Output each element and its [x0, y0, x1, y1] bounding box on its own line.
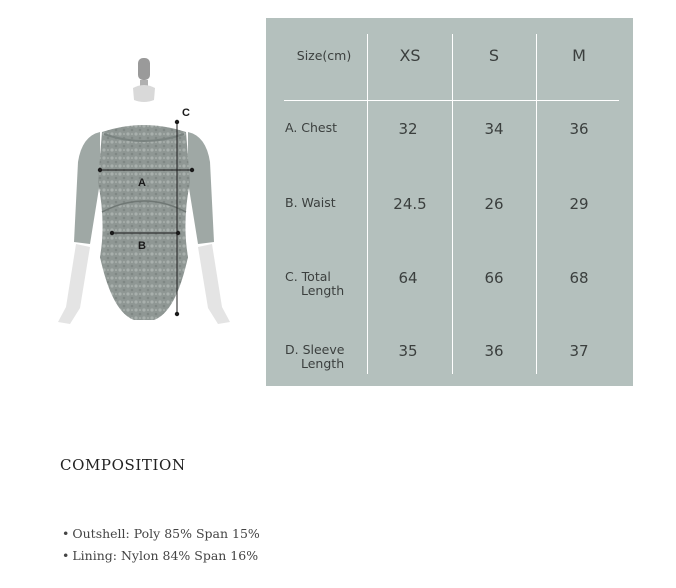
left-sleeve	[74, 132, 100, 244]
column-divider	[536, 34, 537, 374]
row-label-total-length	[285, 270, 365, 298]
row-label-chest	[285, 121, 365, 135]
waist-xs-value: 24.5	[393, 195, 427, 213]
sleeve-length-xs-value: 35	[398, 342, 418, 360]
header-divider	[284, 100, 619, 101]
row-label-line1: C. Total	[285, 269, 331, 284]
right-sleeve	[188, 132, 214, 244]
mannequin-top	[133, 58, 155, 102]
composition-title: COMPOSITION	[60, 456, 186, 474]
svg-text:B: B	[138, 240, 146, 252]
composition-item-lining: Lining: Nylon 84% Span 16%	[72, 548, 259, 563]
row-label-line1: D. Sleeve	[285, 342, 345, 357]
sleeve-length-m-value: 37	[569, 342, 589, 360]
waist-m-value: 29	[569, 195, 589, 213]
sleeve-length-s-value: 36	[484, 342, 504, 360]
bodysuit-body	[98, 125, 190, 320]
garment-illustration	[30, 52, 260, 342]
chest-xs-value: 32	[398, 120, 418, 138]
size-s-header: S	[488, 46, 500, 65]
size-chart-table	[266, 18, 633, 386]
composition-item-outshell: Outshell: Poly 85% Span 15%	[72, 526, 260, 541]
chest-s-value: 34	[484, 120, 504, 138]
row-label-line2: Length	[301, 355, 345, 371]
row-label-waist	[285, 196, 365, 210]
row-label-line2: Length	[301, 282, 345, 298]
column-divider	[367, 34, 368, 374]
row-label-line1: A. Chest	[285, 120, 338, 135]
size-xs-header: XS	[399, 46, 421, 65]
waist-s-value: 26	[484, 195, 504, 213]
total-length-xs-value: 64	[398, 269, 418, 287]
chest-m-value: 36	[569, 120, 589, 138]
bullet-icon: •	[62, 526, 70, 541]
total-length-m-value: 68	[569, 269, 589, 287]
size-header-label: Size(cm)	[296, 48, 352, 63]
svg-text:C: C	[182, 107, 190, 119]
list-item	[62, 545, 260, 567]
column-divider	[452, 34, 453, 374]
svg-text:A: A	[138, 177, 146, 189]
row-label-sleeve-length	[285, 343, 365, 371]
bullet-icon: •	[62, 548, 70, 563]
size-m-header: M	[572, 46, 586, 65]
row-label-line1: B. Waist	[285, 195, 336, 210]
total-length-s-value: 66	[484, 269, 504, 287]
composition-list	[62, 523, 260, 567]
list-item	[62, 523, 260, 545]
